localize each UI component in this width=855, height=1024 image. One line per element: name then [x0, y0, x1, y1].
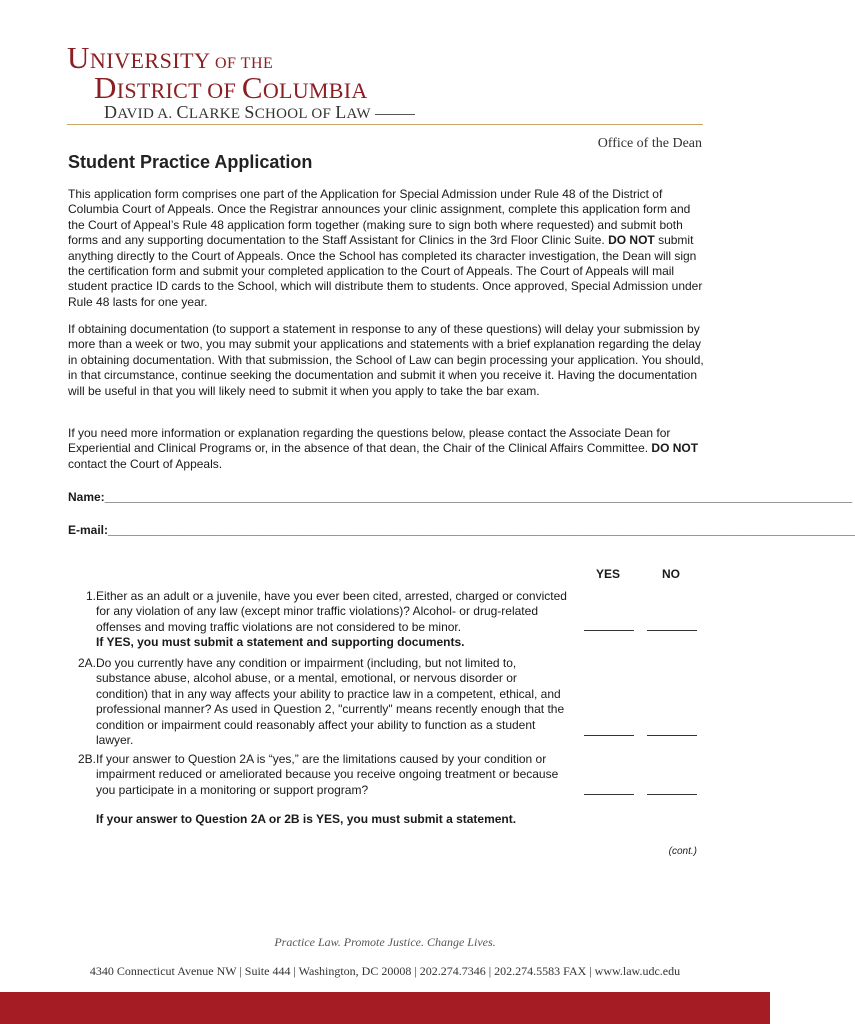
footer-bar	[0, 992, 770, 1024]
question-number: 2A.	[77, 656, 96, 670]
logo-line-school: DAVID A. CLARKE SCHOOL OF LAW	[104, 102, 415, 123]
yes-column-header: YES	[596, 567, 621, 581]
page-title: Student Practice Application	[68, 152, 313, 172]
question-2a	[68, 656, 568, 748]
question-2a-yes-blank[interactable]	[584, 735, 634, 736]
question-2b-no-blank[interactable]	[647, 794, 697, 795]
question-2a-no-blank[interactable]	[647, 735, 697, 736]
question-text: Do you currently have any condition or impairment (including, but not limited to, substance abuse, alcohol abuse, or a mental, emotional, or nervous disorder or condition) that in any way affects your ability to practice law in a competent, ethical, and professional manner? As used in Question 2, "currently" means recently enough that the condition or impairment could reasonably affect your ability to function as a student lawyer.	[96, 656, 565, 748]
office-label: Office of the Dean	[597, 136, 702, 151]
no-column-header: NO	[662, 567, 680, 581]
question-1	[68, 589, 568, 651]
question-text: Either as an adult or a juvenile, have you ever been cited, arrested, charged or convicted for any violation of any law (except minor traffic violations)? Alcohol- or drug-related offenses and moving traffic violations are not considered to be minor. If YES, you must submit a statement and supporting documents.	[96, 589, 567, 650]
name-field[interactable]	[68, 490, 853, 504]
name-line: ________________________________________________________________________________________________________________	[104, 490, 853, 504]
footer-address: 4340 Connecticut Avenue NW | Suite 444 | Washington, DC 20008 | 202.274.7346 | 202.274.5583 FAX | www.law.udc.edu	[89, 964, 681, 978]
continued-label: (cont.)	[668, 846, 697, 857]
email-line: ________________________________________________________________________________________________________________	[108, 523, 855, 537]
name-label: Name:	[68, 490, 105, 504]
question-1-yes-blank[interactable]	[584, 630, 634, 631]
logo-line-university: UNIVERSITY OF THE	[67, 40, 274, 75]
intro-paragraph-1: This application form comprises one part of the Application for Special Admission under Rule 48 of the District of Columbia Court of Appeals. Once the Registrar announces your clinic assignment, complete this application form and the Court of Appeal’s Rule 48 application form together (making sure to sign both where requested) and submit both forms and any supporting documentation to the Staff Assistant for Clinics in the 3rd Floor Clinic Suite. DO NOT submit anything directly to the Court of Appeals. Once the School has completed its character investigation, the Dean will sign the certification form and submit your completed application to the Court of Appeals. The Court of Appeals will mail student practice ID cards to the School, which will distribute them to students. Once approved, Special Admission under Rule 48 lasts for one year.	[68, 187, 703, 309]
intro-paragraph-2: If obtaining documentation (to support a statement in response to any of these questions) will delay your submission by more than a week or two, you may submit your applications and statements with a brief explanation regarding the delay in obtaining documentation. With that submission, the School of Law can begin processing your application. You should, in that circumstance, continue seeking the documentation and submit it when you receive it. Having the documentation will be useful in that you will likely need to submit it when you apply to take the bar exam.	[68, 322, 704, 398]
footer-motto: Practice Law. Promote Justice. Change Lives.	[274, 935, 496, 949]
logo-line-district: DISTRICT OF COLUMBIA	[94, 70, 368, 105]
question-2b-yes-blank[interactable]	[584, 794, 634, 795]
question-2b	[68, 752, 568, 800]
question-1-no-blank[interactable]	[647, 630, 697, 631]
question-number: 2B.	[77, 752, 96, 766]
question-text: If your answer to Question 2A is “yes,” are the limitations caused by your condition or impairment reduced or ameliorated because you receive ongoing treatment or because you participate in a monitoring or support program?	[96, 752, 559, 797]
header-divider	[67, 124, 703, 125]
statement-note: If your answer to Question 2A or 2B is YES, you must submit a statement.	[96, 812, 517, 826]
question-number: 1.	[85, 589, 96, 603]
email-field[interactable]	[68, 523, 855, 537]
intro-paragraph-3: If you need more information or explanation regarding the questions below, please contact the Associate Dean for Experiential and Clinical Programs or, in the absence of that dean, the Chair of the Clinical Affairs Committee. DO NOT contact the Court of Appeals.	[68, 426, 699, 471]
email-label: E-mail:	[68, 523, 109, 537]
university-logo	[67, 40, 407, 122]
logo-rule	[375, 114, 415, 115]
